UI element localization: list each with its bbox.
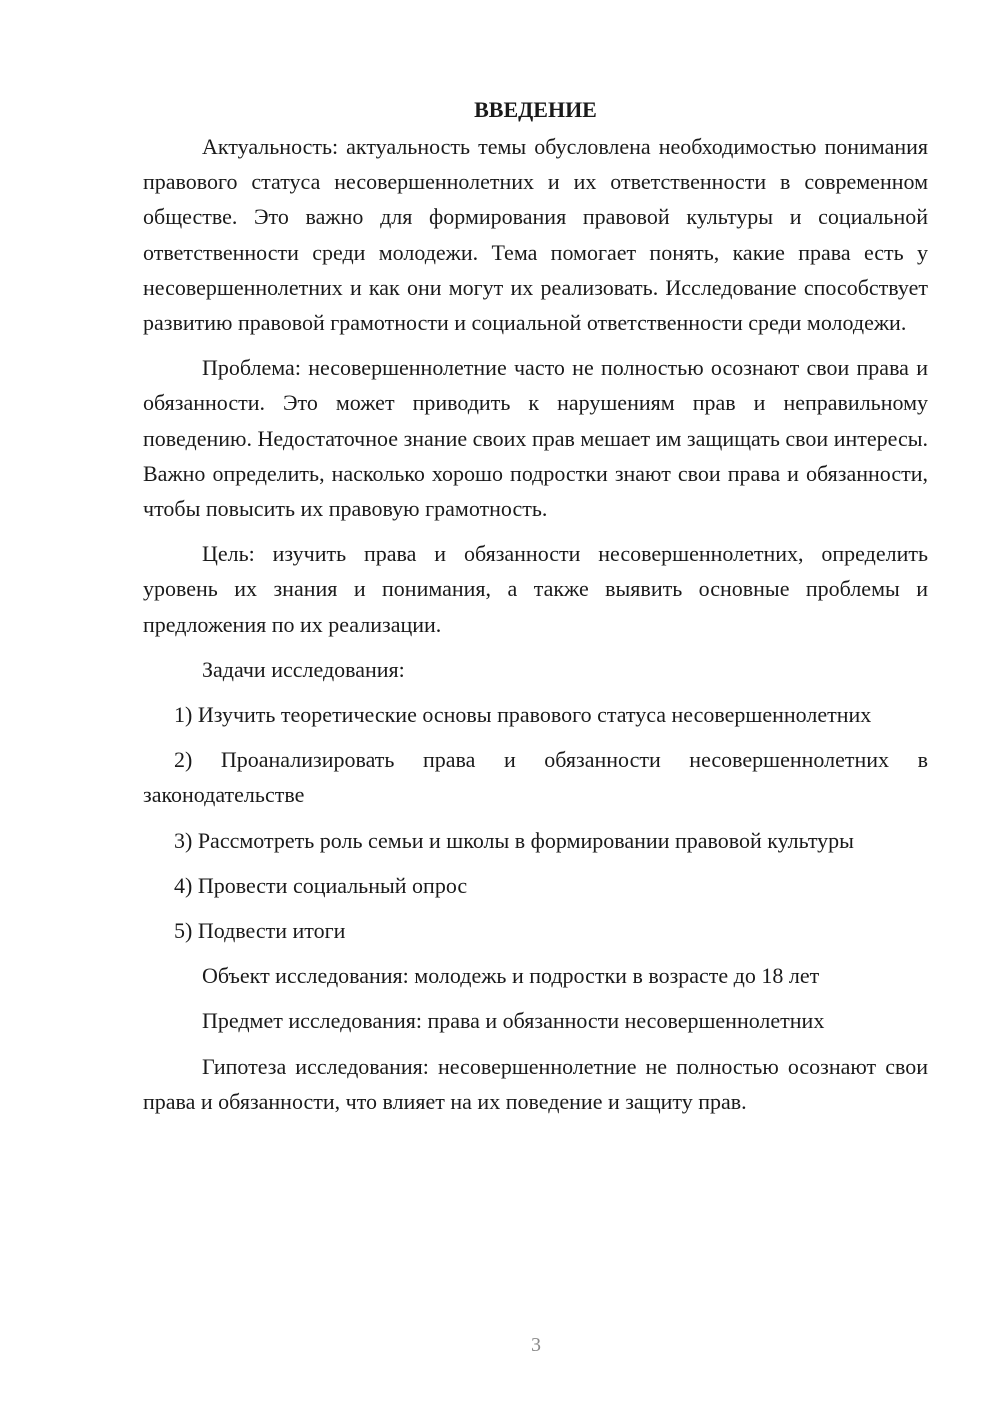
goal-paragraph: Цель: изучить права и обязанности несовершеннолетних, определить уровень их знания и понимания, а также выявить основные проблемы и предложения по их реализации.	[143, 541, 928, 637]
section-title: ВВЕДЕНИЕ	[474, 97, 597, 122]
task-item-4: 4) Провести социальный опрос	[174, 872, 468, 898]
task-item-1: 1) Изучить теоретические основы правового статуса несовершеннолетних	[174, 702, 872, 728]
problem-paragraph: Проблема: несовершеннолетние часто не полностью осознают свои права и обязанности. Это может приводить к нарушениям прав и неправильному поведению. Недостаточное знание своих прав мешает им защищать свои интересы. Важно определить, насколько хорошо подростки знают свои права и обязанности, чтобы повысить их правовую грамотность.	[143, 355, 928, 522]
task-item-3: 3) Рассмотреть роль семьи и школы в формировании правовой культуры	[174, 827, 854, 853]
subject-paragraph: Предмет исследования: права и обязанности несовершеннолетних	[202, 1008, 825, 1034]
hypothesis-paragraph: Гипотеза исследования: несовершеннолетние не полностью осознают свои права и обязанности, что влияет на их поведение и защиту прав.	[143, 1053, 928, 1114]
task-item-2: 2) Проанализировать права и обязанности несовершеннолетних в законодательстве	[143, 747, 928, 808]
tasks-heading: Задачи исследования:	[202, 656, 405, 682]
object-paragraph: Объект исследования: молодежь и подростки в возрасте до 18 лет	[202, 963, 820, 989]
document-page	[143, 92, 928, 1129]
task-item-5: 5) Подвести итоги	[174, 918, 346, 944]
page-number: 3	[531, 1334, 541, 1356]
relevance-paragraph: Актуальность: актуальность темы обусловлена необходимостью понимания правового статуса несовершеннолетних и их ответственности в современном обществе. Это важно для формирования правовой культуры и социальной ответственности среди молодежи. Тема помогает понять, какие права есть у несовершеннолетних и как они могут их реализовать. Исследование способствует развитию правовой грамотности и социальной ответственности среди молодежи.	[143, 134, 928, 336]
